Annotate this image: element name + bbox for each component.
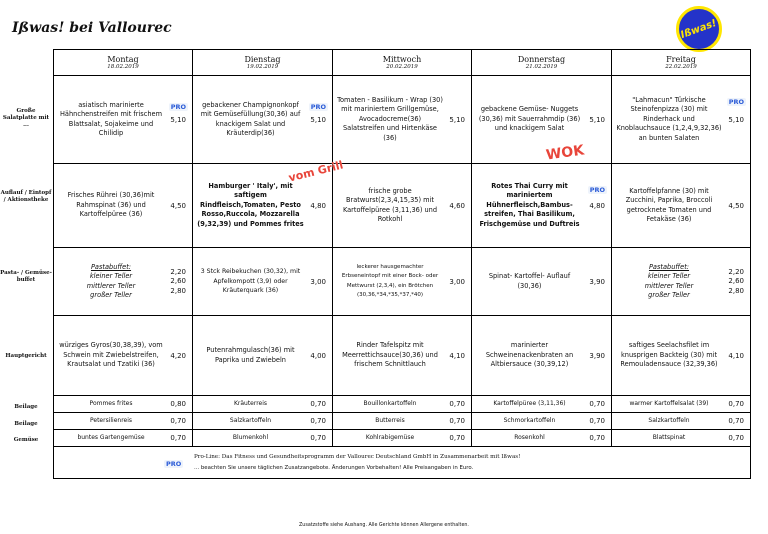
menu-cell	[54, 396, 193, 413]
size-label: mittlerer Teller	[644, 281, 694, 290]
menu-cell	[472, 248, 612, 316]
price: 2,20	[170, 267, 186, 276]
menu-cell	[472, 316, 612, 396]
price: 4,00	[310, 351, 326, 360]
price: 4,20	[170, 351, 186, 360]
menu-cell	[54, 76, 193, 164]
menu-cell	[193, 430, 333, 447]
menu-cell	[472, 396, 612, 413]
menu-cell	[54, 164, 193, 248]
dish-text: Salzkartoffeln	[229, 417, 272, 424]
dish-text: frische grobe Bratwurst(2,3,4,15,35) mit Kartoffelpüree (3,11,36) und Rotkohl	[342, 186, 438, 223]
price: 4,10	[449, 351, 465, 360]
footer-program: Pro-Line: Das Fitness und Gesundheitsprogramm der Vallourec Deutschland GmbH in Zusammenarbeit mit Ißwas!	[194, 454, 521, 460]
vom-grill-stamp: vom Grill	[287, 158, 345, 185]
dish-text: Rinder Tafelspitz mit Meerrettichsauce(30,36) und frischem Schnittlauch	[342, 341, 438, 369]
pro-badge: PRO	[728, 97, 744, 106]
menu-cell	[193, 248, 333, 316]
menu-cell	[54, 430, 193, 447]
menu-cell	[333, 316, 472, 396]
price: 4,80	[310, 201, 326, 210]
dish-text: Hamburger ' Italy', mit saftigem Rindfleisch,Tomaten, Pesto Rosso,Ruccola, Mozzarella (9,32,39) und Pommes frites	[197, 181, 304, 228]
dish-text: Kräuterreis	[233, 400, 268, 407]
dish-text: Tomaten - Basilikum - Wrap (30) mit mariniertem Grillgemüse, Avocadocreme(36) Salatstreifen und Hirtenkäse (36)	[337, 95, 443, 142]
price: 5,10	[589, 115, 605, 124]
row-label-pasta: Pasta- / Gemüse- buffet	[0, 270, 52, 283]
price: 0,80	[170, 400, 186, 408]
dish-text: Blattspinat	[652, 434, 686, 441]
dish-text: Kohlrabigemüse	[365, 434, 415, 441]
dish-text: warmer Kartoffelsalat (39)	[629, 400, 709, 407]
price: 0,70	[310, 434, 326, 442]
price: 0,70	[589, 417, 605, 425]
dish-text: Frisches Rührei (30,36)mit Rahmspinat (36) und Kartoffelpüree (36)	[67, 191, 155, 219]
menu-cell	[333, 430, 472, 447]
wok-stamp: WOK	[545, 142, 586, 164]
price: 4,80	[589, 201, 605, 210]
menu-cell	[612, 396, 751, 413]
pro-badge: PRO	[310, 102, 326, 111]
dish-text: leckerer hausgemachter Erbseneintopf mit einer Bock- oder Mettwurst (2,3,4), ein Brötchen (30,36,*34,*35,*37,*40)	[341, 263, 439, 298]
footer-note: ... beachten Sie unsere täglichen Zusatzangebote. Änderungen Vorbehalten! Alle Preisangaben in Euro.	[194, 465, 474, 471]
dish-text: Petersilienreis	[89, 417, 133, 424]
dish-text: Putenrahmgulasch(36) mit Paprika und Zwiebeln	[206, 346, 295, 364]
price: 4,50	[170, 201, 186, 210]
price: 3,00	[310, 277, 326, 286]
price: 5,10	[170, 115, 186, 124]
price: 0,70	[310, 417, 326, 425]
price: 2,80	[728, 286, 744, 295]
menu-cell	[333, 76, 472, 164]
price: 0,70	[449, 400, 465, 408]
pastabuffet-title: Pastabuffet:	[648, 262, 690, 271]
price: 3,00	[449, 277, 465, 286]
price: 0,70	[449, 417, 465, 425]
dish-text: Rosenkohl	[514, 434, 545, 441]
day-date: 20.02.2019	[386, 64, 418, 70]
size-label: großer Teller	[648, 291, 690, 299]
price: 0,70	[589, 400, 605, 408]
menu-cell	[472, 413, 612, 430]
day-date: 22.02.2019	[665, 64, 697, 70]
price: 4,60	[449, 201, 465, 210]
day-name: Dienstag	[244, 55, 281, 64]
pastabuffet-title: Pastabuffet:	[90, 262, 132, 271]
menu-table	[53, 49, 751, 479]
day-date: 18.02.2019	[107, 64, 139, 70]
dish-text: Butterreis	[375, 417, 405, 424]
price: 0,70	[728, 417, 744, 425]
dish-text: Blumenkohl	[232, 434, 269, 441]
day-date: 19.02.2019	[246, 64, 279, 70]
menu-cell	[54, 413, 193, 430]
dish-text: saftiges Seelachsfilet im knusprigen Backteig (30) mit Remouladensauce (32,39,36)	[620, 341, 718, 369]
dish-text: "Lahmacun" Türkische Steinofenpizza (30) mit Rinderhack und Knoblauchsauce (1,2,4,9,32,36) an bunten Salaten	[616, 95, 722, 142]
day-name: Freitag	[666, 55, 696, 64]
day-header	[472, 50, 612, 76]
allergen-note: Zusatzstoffe siehe Aushang. Alle Gerichte können Allergene enthalten.	[299, 523, 469, 528]
price: 4,10	[728, 351, 744, 360]
size-label: kleiner Teller	[89, 272, 133, 280]
isswas-logo	[676, 6, 722, 52]
size-label: kleiner Teller	[647, 272, 691, 280]
size-label: großer Teller	[90, 291, 132, 299]
menu-cell	[333, 164, 472, 248]
menu-cell	[54, 316, 193, 396]
row-label-auflauf: Auflauf / Eintopf / Aktionstheke	[0, 190, 52, 203]
price: 3,90	[589, 277, 605, 286]
day-date: 21.02.2019	[525, 64, 558, 70]
row-label-salat: Große Salatplatte mit ...	[2, 108, 50, 128]
menu-cell	[612, 430, 751, 447]
dish-text: Pommes frites	[89, 400, 133, 407]
menu-cell	[54, 248, 193, 316]
price: 4,50	[728, 201, 744, 210]
menu-cell	[193, 316, 333, 396]
logo-text: Ißwas!	[679, 17, 719, 41]
dish-text: Bouillonkartoffeln	[363, 400, 417, 407]
menu-cell	[333, 413, 472, 430]
price: 0,70	[310, 400, 326, 408]
row-label-beilage-1: Beilage	[14, 404, 38, 410]
day-name: Montag	[107, 55, 139, 64]
price: 5,10	[310, 115, 326, 124]
dish-text: buntes Gartengemüse	[77, 434, 145, 441]
dish-text: Kartoffelpüree (3,11,36)	[493, 400, 566, 407]
day-name: Mittwoch	[382, 55, 422, 64]
price: 0,70	[589, 434, 605, 442]
menu-cell	[193, 396, 333, 413]
dish-text: asiatisch marinierte Hähnchenstreifen mit frischem Blattsalat, Sojakeime und Chilidip	[59, 100, 163, 137]
pro-badge: PRO	[170, 102, 186, 111]
menu-cell	[472, 430, 612, 447]
price: 2,60	[728, 276, 744, 285]
pro-badge: PRO	[166, 460, 182, 468]
price-stack	[728, 267, 744, 296]
dish-text: gebackene Gemüse- Nuggets (30,36) mit Sauerrahmdip (36) und knackigem Salat	[478, 105, 581, 133]
day-header	[612, 50, 751, 76]
page-title: Ißwas! bei Vallourec	[12, 20, 172, 36]
dish-text: marinierter Schweinenackenbraten an Altbiersauce (30,39,12)	[485, 341, 574, 369]
menu-cell	[193, 413, 333, 430]
day-header	[333, 50, 472, 76]
price: 0,70	[449, 434, 465, 442]
dish-text: Salzkartoffeln	[648, 417, 690, 424]
menu-cell	[333, 396, 472, 413]
price: 0,70	[728, 434, 744, 442]
dish-text: 3 Stck Reibekuchen (30,32), mit Apfelkompott (3,9) oder Kräuterquark (36)	[200, 268, 301, 295]
day-name: Donnerstag	[517, 55, 566, 64]
dish-text: Schmorkartoffeln	[503, 417, 556, 424]
menu-cell	[612, 76, 751, 164]
footer-cell	[54, 447, 751, 479]
price: 2,60	[170, 276, 186, 285]
dish-text: Kartoffelpfanne (30) mit Zucchini, Paprika, Broccoli getrocknete Tomaten und Fetakäse (36)	[625, 186, 713, 223]
row-label-beilage-2: Beilage	[14, 421, 38, 427]
price: 0,70	[170, 434, 186, 442]
dish-text: Rotes Thai Curry mit mariniertem Hühnerfleisch,Bambus- streifen, Thai Basilikum, Frischgemüse und Duftreis	[479, 181, 580, 228]
row-label-haupt: Hauptgericht	[5, 353, 47, 359]
price: 0,70	[170, 417, 186, 425]
price: 5,10	[449, 115, 465, 124]
menu-cell	[612, 164, 751, 248]
dish-text: würziges Gyros(30,38,39), vom Schwein mit Zwiebelstreifen, Krautsalat und Tzatiki (36)	[59, 341, 163, 369]
menu-cell	[472, 164, 612, 248]
row-label-gemuese: Gemüse	[13, 437, 39, 443]
menu-cell	[472, 76, 612, 164]
price: 2,80	[170, 286, 186, 295]
dish-text: gebackener Champignonkopf mit Gemüsefüllung(30,36) auf knackigem Salat und Kräuterdip(36)	[200, 100, 301, 137]
dish-text: Spinat- Kartoffel- Auflauf (30,36)	[488, 272, 571, 290]
price: 5,10	[728, 115, 744, 124]
menu-cell	[193, 76, 333, 164]
price-stack	[170, 267, 186, 296]
menu-cell	[612, 413, 751, 430]
menu-cell	[612, 316, 751, 396]
day-header	[193, 50, 333, 76]
price: 2,20	[728, 267, 744, 276]
price: 0,70	[728, 400, 744, 408]
price: 3,90	[589, 351, 605, 360]
menu-cell	[333, 248, 472, 316]
pro-badge: PRO	[589, 185, 605, 194]
day-header	[54, 50, 193, 76]
menu-cell	[612, 248, 751, 316]
size-label: mittlerer Teller	[86, 281, 136, 290]
